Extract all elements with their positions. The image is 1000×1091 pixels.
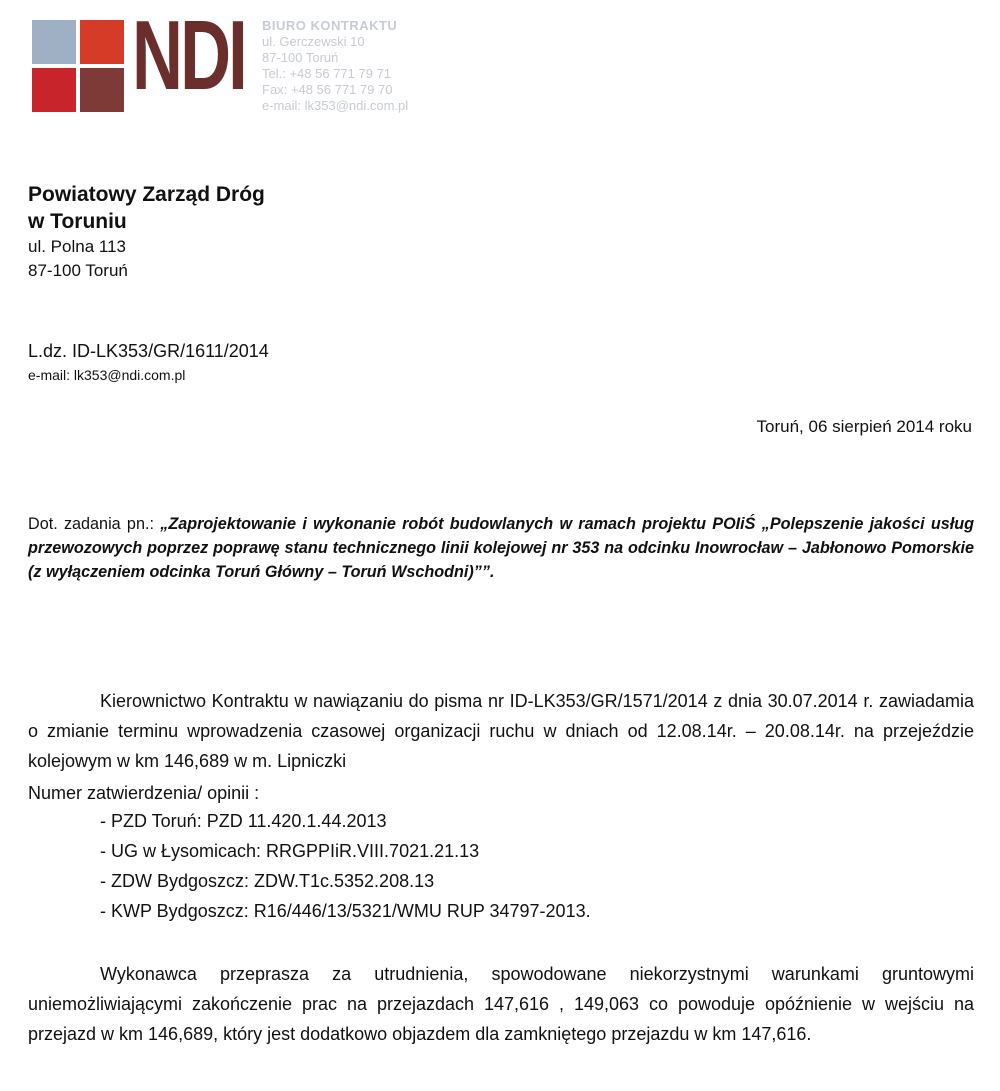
approvals-heading: Numer zatwierdzenia/ opinii : — [28, 783, 260, 803]
approval-item: - ZDW Bydgoszcz: ZDW.T1c.5352.208.13 — [100, 871, 435, 891]
approvals-list — [100, 806, 591, 926]
logo-squares-icon — [32, 20, 128, 116]
approval-item: - KWP Bydgoszcz: R16/446/13/5321/WMU RUP 34797-2013. — [100, 901, 591, 921]
letter-date: Toruń, 06 sierpień 2014 roku — [756, 417, 972, 436]
recipient-street: ul. Polna 113 — [28, 237, 126, 256]
approval-item: - PZD Toruń: PZD 11.420.1.44.2013 — [100, 811, 387, 831]
subject-line — [28, 512, 974, 584]
body-paragraph-2-text: Wykonawca przeprasza za utrudnienia, spowodowane niekorzystnymi warunkami gruntowymi uniemożliwiającymi zakończenie prac na przejazdach 147,616 , 149,063 co powoduje opóźnienie w wejściu na przejazd w km 146,689, który jest dodatkowo objazdem dla zamkniętego przejazdu w km 147,616. — [28, 964, 974, 1044]
reference-email: e-mail: lk353@ndi.com.pl — [28, 367, 186, 383]
recipient-name-line2: w Toruniu — [28, 210, 127, 233]
subject-prefix: Dot. zadania pn.: — [28, 515, 154, 533]
recipient-name-line1: Powiatowy Zarząd Dróg — [28, 183, 265, 206]
body-paragraph-1 — [28, 686, 974, 776]
office-street: ul. Gerczewski 10 — [262, 34, 365, 49]
body-paragraph-2 — [28, 959, 974, 1049]
logo-square-top-left — [32, 20, 76, 64]
recipient-address — [28, 181, 265, 283]
logo-square-top-right — [80, 20, 124, 64]
subject-text: „Zaprojektowanie i wykonanie robót budowlanych w ramach projektu POIiŚ „Polepszenie jakości usług przewozowych poprzez poprawę stanu technicznego linii kolejowej nr 353 na odcinku Inowrocław – Jabłonowo Pomorskie (z wyłączeniem odcinka Toruń Główny – Toruń Wschodni)””. — [28, 515, 975, 581]
office-email: e-mail: lk353@ndi.com.pl — [262, 98, 409, 113]
body-paragraph-1-text: Kierownictwo Kontraktu w nawiązaniu do pisma nr ID-LK353/GR/1571/2014 z dnia 30.07.2014 r. zawiadamia o zmianie terminu wprowadzenia czasowej organizacji ruchu w dniach od 12.08.14r. – 20.08.14r. na przejeździe kolejowym w km 146,689 w m. Lipniczki — [28, 691, 974, 771]
office-city: 87-100 Toruń — [262, 50, 339, 65]
office-title: BIURO KONTRAKTU — [262, 18, 398, 33]
approval-item: - UG w Łysomicach: RRGPPIiR.VIII.7021.21.13 — [100, 841, 480, 861]
logo-square-bottom-right — [80, 68, 124, 112]
recipient-city: 87-100 Toruń — [28, 261, 128, 280]
ndi-logo — [32, 0, 245, 116]
office-tel: Tel.: +48 56 771 79 71 — [262, 66, 392, 81]
office-fax: Fax: +48 56 771 79 70 — [262, 82, 393, 97]
logo-square-bottom-left — [32, 68, 76, 112]
office-header — [262, 18, 408, 114]
reference-number: L.dz. ID-LK353/GR/1611/2014 — [28, 341, 269, 361]
logo-wordmark: NDI — [132, 0, 245, 110]
